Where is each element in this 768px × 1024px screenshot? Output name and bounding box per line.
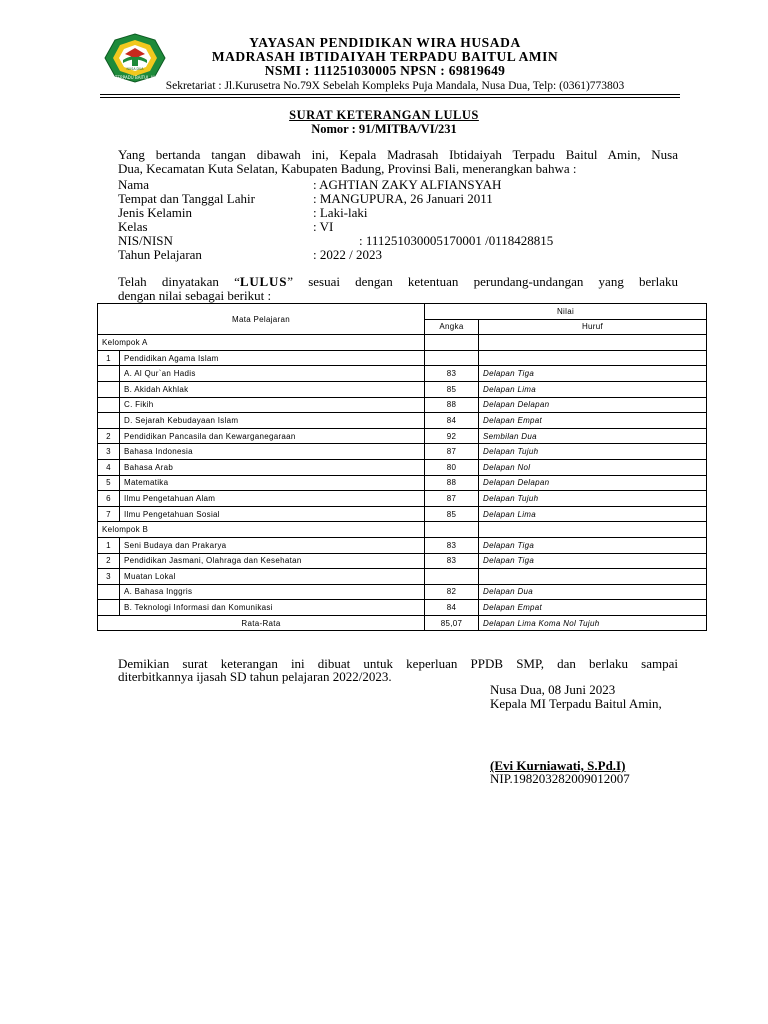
- row-score-word: Delapan Tiga: [479, 366, 707, 382]
- row-score-number: 88: [425, 475, 479, 491]
- row-score-word: Delapan Delapan: [479, 397, 707, 413]
- group-row: [98, 335, 707, 351]
- row-number: 2: [98, 428, 120, 444]
- row-score-word: Delapan Delapan: [479, 475, 707, 491]
- row-subject: Ilmu Pengetahuan Alam: [120, 491, 425, 507]
- header-subject: Mata Pelajaran: [98, 304, 425, 335]
- row-subject: Pendidikan Jasmani, Olahraga dan Kesehatan: [120, 553, 425, 569]
- row-number: [98, 600, 120, 616]
- field-value-class: : VI: [313, 219, 334, 234]
- table-row: [98, 569, 707, 585]
- table-row: [98, 397, 707, 413]
- school-logo: [101, 30, 169, 86]
- row-score-word: Delapan Tujuh: [479, 444, 707, 460]
- row-score-word: Delapan Empat: [479, 413, 707, 429]
- row-score-word: [479, 569, 707, 585]
- table-row: [98, 537, 707, 553]
- row-number: [98, 397, 120, 413]
- row-subject: Pendidikan Agama Islam: [120, 350, 425, 366]
- row-score-word: Sembilan Dua: [479, 428, 707, 444]
- table-row: [98, 350, 707, 366]
- table-row: [98, 381, 707, 397]
- statement-line-1: Telah dinyatakan “LULUS” sesuai dengan ketentuan perundang-undangan yang berlaku: [118, 274, 678, 289]
- row-subject: A. Al Qur`an Hadis: [120, 366, 425, 382]
- row-number: 5: [98, 475, 120, 491]
- row-subject: B. Teknologi Informasi dan Komunikasi: [120, 600, 425, 616]
- row-subject: Muatan Lokal: [120, 569, 425, 585]
- table-row: [98, 444, 707, 460]
- average-label: Rata-Rata: [98, 615, 425, 631]
- intro-line-2: Dua, Kecamatan Kuta Selatan, Kabupaten Badung, Provinsi Bali, menerangkan bahwa :: [118, 161, 577, 176]
- letterhead-rule-thin: [100, 94, 680, 95]
- field-value-nis: : 111251030005170001 /0118428815: [359, 233, 554, 248]
- field-label-nis: NIS/NISN: [118, 233, 173, 248]
- row-subject: C. Fikih: [120, 397, 425, 413]
- row-score-word: Delapan Lima: [479, 506, 707, 522]
- row-score-word: Delapan Empat: [479, 600, 707, 616]
- row-score-number: 87: [425, 444, 479, 460]
- row-number: 6: [98, 491, 120, 507]
- signer-position: Kepala MI Terpadu Baitul Amin,: [490, 696, 662, 711]
- row-score-word: Delapan Nol: [479, 459, 707, 475]
- row-score-number: 88: [425, 397, 479, 413]
- row-subject: A. Bahasa Inggris: [120, 584, 425, 600]
- signer-name: (Evi Kurniawati, S.Pd.I): [490, 758, 626, 773]
- row-score-number: 83: [425, 366, 479, 382]
- row-number: 1: [98, 350, 120, 366]
- row-subject: Bahasa Indonesia: [120, 444, 425, 460]
- table-row: [98, 475, 707, 491]
- row-score-word: Delapan Dua: [479, 584, 707, 600]
- place-date: Nusa Dua, 08 Juni 2023: [490, 682, 616, 697]
- statement-line-2: dengan nilai sebagai berikut :: [118, 288, 272, 303]
- table-row: [98, 584, 707, 600]
- row-subject: Ilmu Pengetahuan Sosial: [120, 506, 425, 522]
- row-score-word: Delapan Lima: [479, 381, 707, 397]
- field-value-gender: : Laki-laki: [313, 205, 368, 220]
- field-value-birth: : MANGUPURA, 26 Januari 2011: [313, 191, 493, 206]
- grades-table: [97, 303, 707, 631]
- foundation-name: YAYASAN PENDIDIKAN WIRA HUSADA: [249, 35, 521, 50]
- row-number: 1: [98, 537, 120, 553]
- row-number: [98, 366, 120, 382]
- table-row: [98, 553, 707, 569]
- field-value-year: : 2022 / 2023: [313, 247, 382, 262]
- field-label-name: Nama: [118, 177, 150, 192]
- field-label-year: Tahun Pelajaran: [118, 247, 202, 262]
- letter-number: Nomor : 91/MITBA/VI/231: [311, 122, 457, 136]
- row-subject: D. Sejarah Kebudayaan Islam: [120, 413, 425, 429]
- logo-sub-text: NUSA DUA: [126, 67, 144, 71]
- average-number: 85,07: [425, 615, 479, 631]
- row-score-word: [479, 350, 707, 366]
- school-name: MADRASAH IBTIDAIYAH TERPADU BAITUL AMIN: [211, 49, 559, 64]
- row-score-number: 85: [425, 506, 479, 522]
- closing-line-1: Demikian surat keterangan ini dibuat untuk keperluan PPDB SMP, dan berlaku sampai: [118, 656, 678, 671]
- table-row: [98, 366, 707, 382]
- row-number: [98, 413, 120, 429]
- table-header-row: [98, 304, 707, 320]
- letterhead-rule-thick: [100, 97, 680, 98]
- field-label-class: Kelas: [118, 219, 148, 234]
- letter-title: SURAT KETERANGAN LULUS: [289, 108, 479, 122]
- row-score-number: 83: [425, 553, 479, 569]
- row-score-number: 84: [425, 413, 479, 429]
- table-row: [98, 428, 707, 444]
- row-score-number: 83: [425, 537, 479, 553]
- row-number: 4: [98, 459, 120, 475]
- row-score-word: Delapan Tujuh: [479, 491, 707, 507]
- row-score-number: [425, 569, 479, 585]
- row-score-number: 84: [425, 600, 479, 616]
- average-word: Delapan Lima Koma Nol Tujuh: [479, 615, 707, 631]
- header-score: Nilai: [425, 304, 707, 320]
- row-subject: Seni Budaya dan Prakarya: [120, 537, 425, 553]
- closing-line-2: diterbitkannya ijasah SD tahun pelajaran 2022/2023.: [118, 669, 392, 684]
- row-number: 2: [98, 553, 120, 569]
- row-subject: Pendidikan Pancasila dan Kewarganegaraan: [120, 428, 425, 444]
- header-number: Angka: [425, 319, 479, 335]
- row-number: [98, 381, 120, 397]
- table-row: [98, 413, 707, 429]
- row-score-number: 92: [425, 428, 479, 444]
- intro-line-1: Yang bertanda tangan dibawah ini, Kepala Madrasah Ibtidaiyah Terpadu Baitul Amin, Nusa: [118, 147, 678, 162]
- row-subject: Matematika: [120, 475, 425, 491]
- row-score-number: [425, 350, 479, 366]
- row-subject: B. Akidah Akhlak: [120, 381, 425, 397]
- row-score-number: 87: [425, 491, 479, 507]
- school-address: Sekretariat : Jl.Kurusetra No.79X Sebelah Kompleks Puja Mandala, Nusa Dua, Telp: (0361)773803: [165, 80, 625, 92]
- table-row: [98, 506, 707, 522]
- school-ids: NSMI : 111251030005 NPSN : 69819649: [264, 63, 506, 78]
- row-score-number: 85: [425, 381, 479, 397]
- group-b-label: Kelompok B: [98, 522, 425, 538]
- row-number: 3: [98, 444, 120, 460]
- table-row: [98, 491, 707, 507]
- row-number: 7: [98, 506, 120, 522]
- group-row: [98, 522, 707, 538]
- header-word: Huruf: [479, 319, 707, 335]
- field-value-name: : AGHTIAN ZAKY ALFIANSYAH: [313, 177, 502, 192]
- table-row: [98, 600, 707, 616]
- logo-ring-text: MI TERPADU BAITUL AMIN: [109, 75, 161, 80]
- row-score-number: 80: [425, 459, 479, 475]
- row-score-word: Delapan Tiga: [479, 553, 707, 569]
- field-label-birth: Tempat dan Tanggal Lahir: [118, 191, 255, 206]
- field-label-gender: Jenis Kelamin: [118, 205, 193, 220]
- group-a-label: Kelompok A: [98, 335, 425, 351]
- row-score-number: 82: [425, 584, 479, 600]
- average-row: [98, 615, 707, 631]
- row-number: 3: [98, 569, 120, 585]
- signer-nip: NIP.198203282009012007: [490, 771, 630, 786]
- row-subject: Bahasa Arab: [120, 459, 425, 475]
- row-score-word: Delapan Tiga: [479, 537, 707, 553]
- row-number: [98, 584, 120, 600]
- lulus-word: LULUS: [239, 274, 288, 289]
- table-row: [98, 459, 707, 475]
